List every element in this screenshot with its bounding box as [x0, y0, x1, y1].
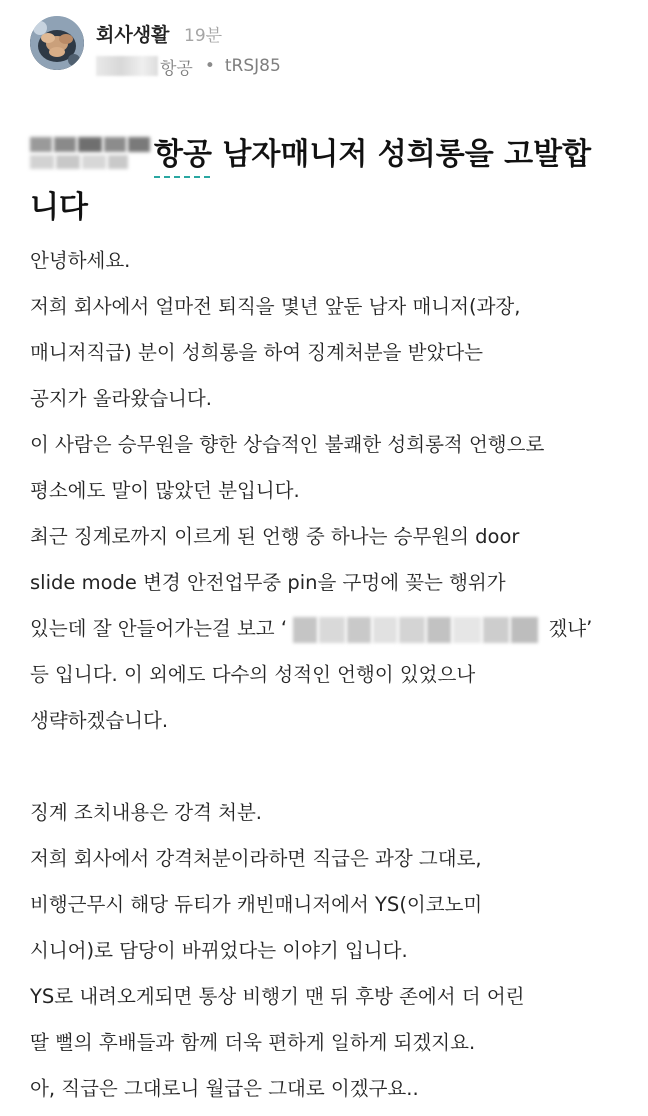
body-line: 평소에도 말이 많았던 분입니다.: [30, 479, 300, 502]
body-line-start: 있는데 잘 안들어가는걸 보고 ‘: [30, 617, 288, 640]
author-id[interactable]: tRSJ85: [224, 56, 281, 76]
separator-dot: •: [204, 56, 215, 76]
blurred-quote: [293, 617, 538, 643]
body-line: 비행근무시 해당 듀티가 캐빈매니저에서 YS(이코노미: [30, 893, 483, 916]
company-tag-underline: [154, 176, 210, 178]
body-line: 시니어)로 담당이 바뀌었다는 이야기 입니다.: [30, 939, 408, 962]
body-line: 저희 회사에서 강격처분이라하면 직급은 과장 그대로,: [30, 847, 482, 870]
community-name[interactable]: 회사생활: [96, 24, 170, 46]
body-line: YS로 내려오게되면 통상 비행기 맨 뒤 후방 존에서 더 어린: [30, 985, 525, 1008]
title-line-1: [30, 118, 630, 184]
body-line: 매니저직급) 분이 성희롱을 하여 징계처분을 받았다는: [30, 341, 484, 364]
body-line: 이 사람은 승무원을 향한 상습적인 불쾌한 성희롱적 언행으로: [30, 433, 545, 456]
body-line-end: 겠냐’: [548, 617, 593, 640]
body-line: 딸 뻘의 후배들과 함께 더욱 편하게 일하게 되겠지요.: [30, 1031, 476, 1054]
body-line-with-redaction: [30, 606, 630, 652]
body-line: 최근 징계로까지 이르게 된 언행 중 하나는 승무원의 door: [30, 525, 520, 548]
body-line: 등 입니다. 이 외에도 다수의 성적인 언행이 있었으나: [30, 663, 476, 686]
title-line-1-text: 항공 남자매니저 성희롱을 고발합: [154, 137, 592, 172]
blurred-title-company: [30, 127, 152, 175]
body-line: 생략하겠습니다.: [30, 709, 169, 732]
author-company: 항공: [160, 58, 193, 79]
body-line: 징계 조치내용은 강격 처분.: [30, 801, 263, 824]
body-line: 안녕하세요.: [30, 249, 131, 272]
blank-line: [30, 744, 630, 790]
body-line: 공지가 올라왔습니다.: [30, 387, 212, 410]
avatar-icon: [30, 16, 84, 70]
body-line: slide mode 변경 안전업무중 pin을 구멍에 꽂는 행위가: [30, 571, 506, 594]
title-line-2: 니다: [30, 190, 88, 225]
avatar[interactable]: [30, 16, 84, 70]
post-header: [30, 16, 630, 80]
body-line: 저희 회사에서 얼마전 퇴직을 몇년 앞둔 남자 매니저(과장,: [30, 295, 521, 318]
post-title: [30, 118, 630, 232]
post-body: [30, 238, 630, 1112]
post-time: 19분: [184, 26, 223, 46]
title-text-line-1: [154, 129, 591, 173]
author-meta: [96, 54, 281, 78]
blurred-company-name: [96, 56, 158, 76]
body-line: 아, 직급은 그대로니 월급은 그대로 이겠구요..: [30, 1077, 419, 1100]
